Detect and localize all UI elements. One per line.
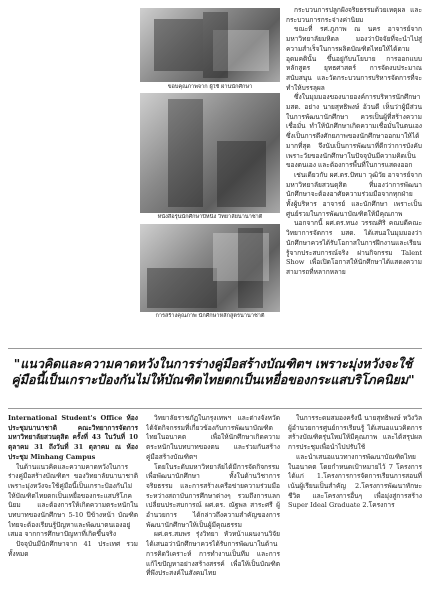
photo-top xyxy=(140,8,280,82)
right-paragraph: ซึ่งในมุมมองของนายองค์การบริหารนักศึกษา มสด. อย่าง นายสุทธิพงษ์ อ้วนดี เห็นว่าผู้มีส่วนในการพัฒนานักศึกษา ควรเป็นผู้ที่สร้างความเชื่อมั่น ทำให้นักศึกษาเกิดความเชื่อมั่นในตนเอง ซึ่งเป็นการดึงศักยภาพของนักศึกษาออกมาให้ได้มากที่สุด จึงนับเป็นการพัฒนาที่ดีกว่าการบังคับ เพราะวัยของนักศึกษาในปัจจุบันมีความคิดเป็นของตนเอง และต้องการพื้นที่ในการแสดงออก xyxy=(286,93,422,170)
bottom-paragraph: โดยในระดับมหาวิทยาลัยได้มีการจัดกิจกรรมเพื่อพัฒนานักศึกษา ทั้งในด้านวิชาการ จริยธรรม และการสร้างเครือข่ายความร่วมมือ ระหว่างสถาบันการศึกษาต่างๆ รวมถึงการแลกเปลี่ยนประสบการณ์ ผศ.ดร. ณัฐพล สาระศรี ผู้อำนวยการ ได้กล่าวถึงความสำคัญของการพัฒนานักศึกษาให้เป็นผู้มีคุณธรรม xyxy=(146,462,280,529)
bottom-paragraph: ในการระดมสมองครั้งนี้ นายสุทธิพงษ์ หวิงวิล ผู้อำนวยการศูนย์การเรียนรู้ ได้เสนอแนวคิดการสร้างบัณฑิตรุ่นใหม่ให้มีคุณภาพ และได้สรุปผลการประชุมเพื่อนำไปปรับใช้ xyxy=(288,414,422,452)
photo-middle xyxy=(140,93,280,213)
photo-top-caption: ขอบคุณภาพจาก ผู้ใช้ ผ่านนักศึกษา xyxy=(167,84,253,90)
bottom-paragraph: และนำเสนอแนวทางการพัฒนาบัณฑิตไทยในอนาคต โดยกำหนดเป้าหมายไว้ 7 โครงการ ได้แก่ 1.โครงการการจัดการเรียนการสอนที่เน้นผู้เรียนเป็นสำคัญ 2.โครงการพัฒนาทักษะชีวิต และโครงการอื่นๆ เพื่อมุ่งสู่การสร้าง Super Ideal Graduate 2.โครงการ xyxy=(288,452,422,510)
bottom-paragraph: ปัจจุบันมีนักศึกษาจาก 41 ประเทศ รวมทั้งหมด xyxy=(8,540,138,558)
right-paragraph: ขณะที่ รศ.ภูภาพ ณ นคร อาจารย์จากมหาวิทยาลัยมหิดล มองว่าปัจจัยที่จะนำไปสู่ความสำเร็จในการผลิตบัณฑิตไทยให้ได้ตามอุดมคตินั้น ขึ้นอยู่กับนโยบาย การออกแบบหลักสูตร ยุทธศาสตร์ การจัดงบประมาณ สนับสนุน และวัดกระบวนการบริหารจัดการที่จะทำให้บรรลุผล xyxy=(286,25,422,92)
divider xyxy=(8,408,422,409)
divider xyxy=(8,348,422,349)
photo-bottom xyxy=(140,224,280,312)
bottom-paragraph: วิทยาลัยราชภัฏในกรุงเทพฯ และต่างจังหวัด ได้จัดกิจกรรมที่เกี่ยวข้องกับการพัฒนาบัณฑิตไทยในอนาคต เพื่อให้นักศึกษาเกิดความตระหนักในบทบาทของตน และร่วมกันสร้างคู่มือสร้างบัณฑิตฯ xyxy=(146,414,280,461)
photo-middle-caption: หนังสือรุ่นนักศึกษาปีหนึ่ง วิทยาลัยนานาชาติ xyxy=(157,214,263,220)
right-paragraph: เช่นเดียวกับ ผศ.ดร.ปัทมา วุฒิวัย อาจารย์จากมหาวิทยาลัยสวนดุสิต ที่มองว่าการพัฒนานักศึกษาจะต้องอาศัยความร่วมมือจากทุกฝ่าย ทั้งผู้บริหาร อาจารย์ และนักศึกษา เพราะเป็นศูนย์รวมในการพัฒนาบัณฑิตให้มีคุณภาพ xyxy=(286,170,422,218)
bottom-paragraph: ในด้านแนวคิดและความคาดหวังในการร่างคู่มือสร้างบัณฑิตฯ ของวิทยาลัยนานาชาติ เพราะมุ่งหวังจะใช้คู่มือนี้เป็นเกราะป้องกันไม่ให้บัณฑิตไทยตกเป็นเหยื่อของกระแสบริโภคนิยม และต้องการให้เกิดความตระหนักในบทบาทของนักศึกษา 5-10 ปีข้างหน้า บัณฑิตไทยจะต้องเรียนรู้ปัญหาและพัฒนาตนเองอยู่เสมอ จากการศึกษาปัญหาที่เกิดขึ้นจริง xyxy=(8,462,138,539)
right-paragraph: นอกจากนี้ ผศ.ดร.ทนง วรรณศิริ คณบดีคณะวิทยาการจัดการ มสด. ได้เสนอในมุมมองว่า นักศึกษาควรได้รับโอกาสในการฝึกงานและเรียนรู้จากประสบการณ์จริง ผ่านกิจกรรม Talent Show เพื่อเปิดโอกาสให้นักศึกษาได้แสดงความสามารถที่หลากหลาย xyxy=(286,219,422,276)
pull-quote: "แนวคิดและความคาดหวังในการร่างคู่มือสร้างบัณฑิตฯ เพราะมุ่งหวังจะใช้คู่มือนี้เป็นเกราะป้องกันไม่ให้บัณฑิตไทยตกเป็นเหยื่อของกระแสบริโภคนิยม" xyxy=(11,356,415,387)
right-column-text xyxy=(286,6,422,346)
right-paragraph: กระบวนการปลูกฝังจริยธรรมด้วยเหตุผล และกระบวนการกระจ่างค่านิยม xyxy=(286,6,422,24)
bottom-column-3 xyxy=(288,414,422,596)
bottom-column-2 xyxy=(146,414,280,596)
photo-bottom-caption: การสร้างคุณภาพ นักศึกษาหลักสูตรนานาชาติ xyxy=(155,313,265,319)
bottom-paragraph: ผศ.ดร.สมพร รุ่งวิทยา หัวหน้าแผนงานวิจัย ได้เสนอว่านักศึกษาควรได้รับการพัฒนาในด้านการคิดวิเคราะห์ การทำงานเป็นทีม และการแก้ไขปัญหาอย่างสร้างสรรค์ เพื่อให้เป็นบัณฑิตที่พึงประสงค์ในสังคมไทย xyxy=(146,530,280,578)
bottom-column-1 xyxy=(8,414,138,596)
bottom-paragraph: International Student's Office ห้องประชุมนานาชาติ คณะวิทยาการจัดการ มหาวิทยาลัยสวนดุสิต ครั้งที่ 43 ในวันที่ 10 ตุลาคม 31 ถึงวันที่ 31 ตุลาคม ณ ห้องประชุม Minhang Campus xyxy=(8,414,138,461)
